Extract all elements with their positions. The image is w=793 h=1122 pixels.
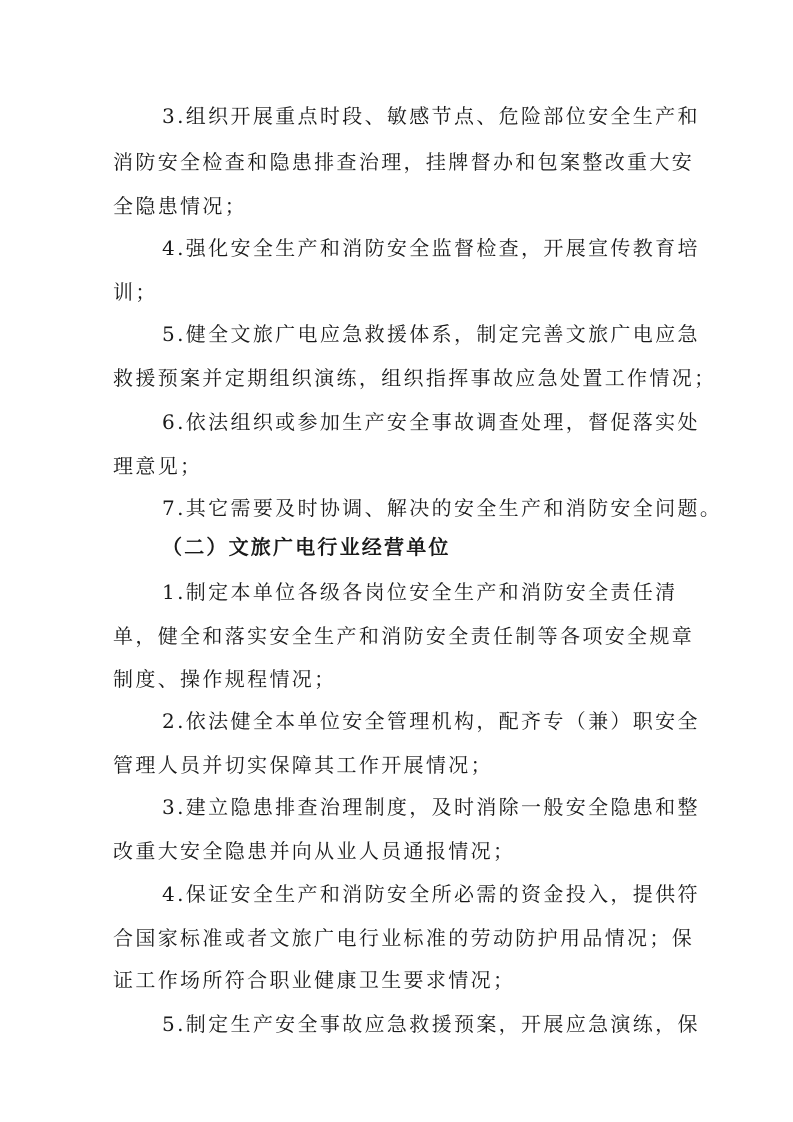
sub-item-2-line-2: 管理人员并切实保障其工作开展情况； xyxy=(113,753,493,777)
sub-item-4-line-2: 合国家标准或者文旅广电行业标准的劳动防护用品情况；保 xyxy=(113,926,695,950)
item-6-line-1: 6.依法组织或参加生产安全事故调查处理，督促落实处 xyxy=(162,410,700,434)
sub-item-3-line-1: 3.建立隐患排查治理制度，及时消除一般安全隐患和整 xyxy=(162,795,700,819)
section-heading: （二）文旅广电行业经营单位 xyxy=(162,535,451,559)
sub-item-4-line-3: 证工作场所符合职业健康卫生要求情况； xyxy=(113,968,516,992)
item-6-line-2: 理意见； xyxy=(113,454,203,478)
sub-item-1-line-2: 单，健全和落实安全生产和消防安全责任制等各项安全规章 xyxy=(113,624,695,648)
item-5-line-1: 5.健全文旅广电应急救援体系，制定完善文旅广电应急 xyxy=(162,322,700,346)
item-4-line-2: 训； xyxy=(113,280,158,304)
item-4-line-1: 4.强化安全生产和消防安全监督检查，开展宣传教育培 xyxy=(162,236,700,260)
sub-item-5-line-1: 5.制定生产安全事故应急救援预案，开展应急演练，保 xyxy=(162,1012,700,1036)
item-7-line-1: 7.其它需要及时协调、解决的安全生产和消防安全问题。 xyxy=(162,496,723,520)
item-3-line-2: 消防安全检查和隐患排查治理，挂牌督办和包案整改重大安 xyxy=(113,150,695,174)
sub-item-2-line-1: 2.依法健全本单位安全管理机构，配齐专（兼）职安全 xyxy=(162,709,700,733)
item-3-line-1: 3.组织开展重点时段、敏感节点、危险部位安全生产和 xyxy=(162,104,700,128)
sub-item-4-line-1: 4.保证安全生产和消防安全所必需的资金投入，提供符 xyxy=(162,882,700,906)
sub-item-1-line-1: 1.制定本单位各级各岗位安全生产和消防安全责任清 xyxy=(162,580,678,604)
item-3-line-3: 全隐患情况； xyxy=(113,194,248,218)
sub-item-1-line-3: 制度、操作规程情况； xyxy=(113,667,337,691)
item-5-line-2: 救援预案并定期组织演练，组织指挥事故应急处置工作情况； xyxy=(113,366,717,390)
sub-item-3-line-2: 改重大安全隐患并向从业人员通报情况； xyxy=(113,839,516,863)
